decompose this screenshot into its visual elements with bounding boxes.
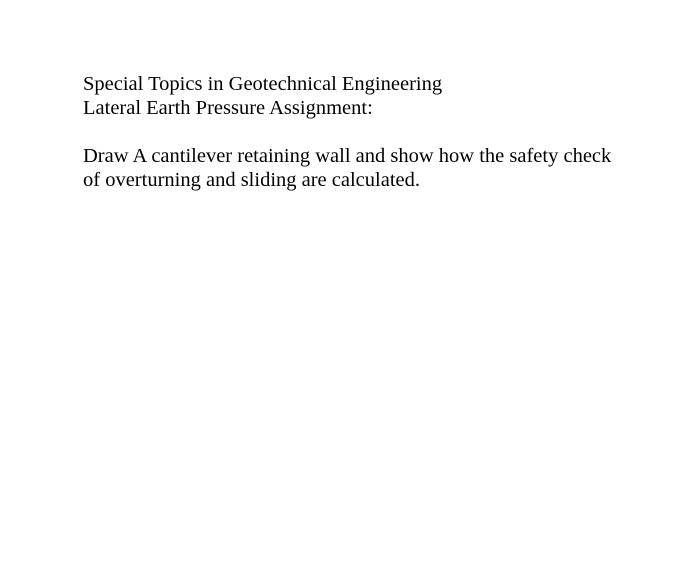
course-title: Special Topics in Geotechnical Engineering (83, 73, 443, 95)
instructions-line-2: of overturning and sliding are calculated. (83, 169, 420, 191)
paragraph-spacer (83, 120, 673, 144)
assignment-title: Lateral Earth Pressure Assignment: (83, 97, 373, 119)
document-text-block (83, 72, 673, 192)
instructions-line-1: Draw A cantilever retaining wall and show how the safety check (83, 145, 612, 167)
